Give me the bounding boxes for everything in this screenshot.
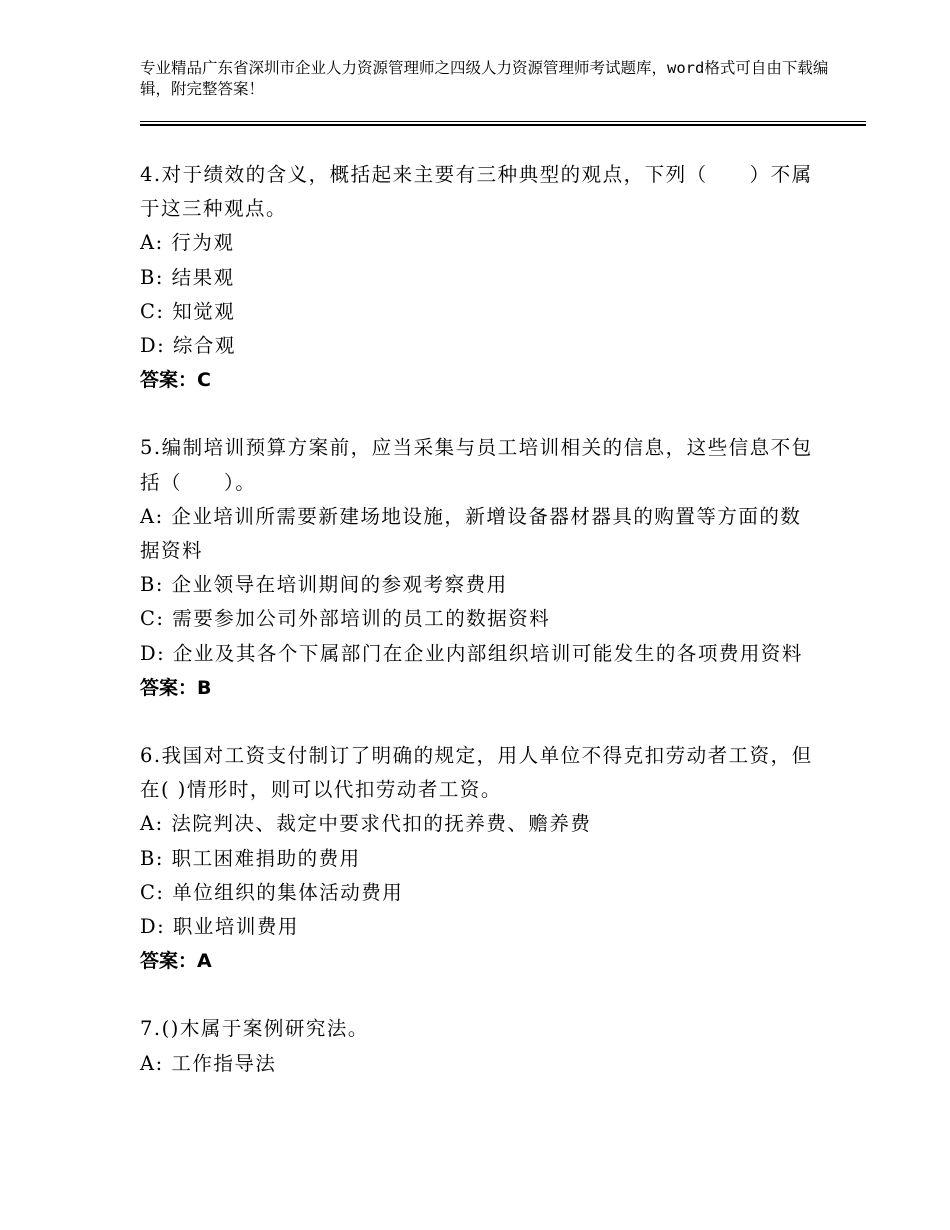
question-stem: 7.()木属于案例研究法。 (140, 1017, 369, 1041)
option-d: D: 综合观 (140, 334, 236, 358)
option-c: C: 单位组织的集体活动费用 (140, 880, 404, 904)
option-d: D: 职业培训费用 (140, 915, 299, 939)
header-rule-thick (140, 124, 866, 126)
question-stem: 6.我国对工资支付制订了明确的规定，用人单位不得克扣劳动者工资，但在( )情形时，则可以代扣劳动者工资。 (140, 744, 813, 802)
option-b: B: 职工困难捐助的费用 (140, 846, 361, 870)
option-d: D: 企业及其各个下属部门在企业内部组织培训可能发生的各项费用资料 (140, 641, 803, 665)
option-a: A: 法院判决、裁定中要求代扣的抚养费、赡养费 (140, 812, 592, 836)
document-header: 专业精品广东省深圳市企业人力资源管理师之四级人力资源管理师考试题库，word格式可自由下载编辑，附完整答案！ (140, 59, 829, 98)
option-b: B: 企业领导在培训期间的参观考察费用 (140, 573, 508, 597)
question-list (140, 158, 820, 1115)
question-6 (140, 739, 820, 978)
option-a: A: 企业培训所需要新建场地设施，新增设备器材器具的购置等方面的数据资料 (140, 504, 802, 563)
header-rule-thin (140, 121, 866, 122)
option-c: C: 需要参加公司外部培训的员工的数据资料 (140, 607, 551, 631)
option-a: A: 行为观 (140, 231, 235, 255)
option-b: B: 结果观 (140, 265, 235, 289)
option-a: A: 工作指导法 (140, 1051, 277, 1075)
question-5 (140, 431, 820, 705)
answer-line: 答案：B (140, 676, 212, 699)
answer-line: 答案：A (140, 950, 212, 973)
question-7 (140, 1012, 820, 1080)
option-c: C: 知觉观 (140, 299, 236, 323)
question-4 (140, 158, 820, 397)
question-stem: 4.对于绩效的含义，概括起来主要有三种典型的观点，下列（ ）不属于这三种观点。 (140, 163, 813, 221)
question-stem: 5.编制培训预算方案前，应当采集与员工培训相关的信息，这些信息不包括（ ）。 (140, 436, 813, 494)
answer-line: 答案：C (140, 369, 211, 392)
